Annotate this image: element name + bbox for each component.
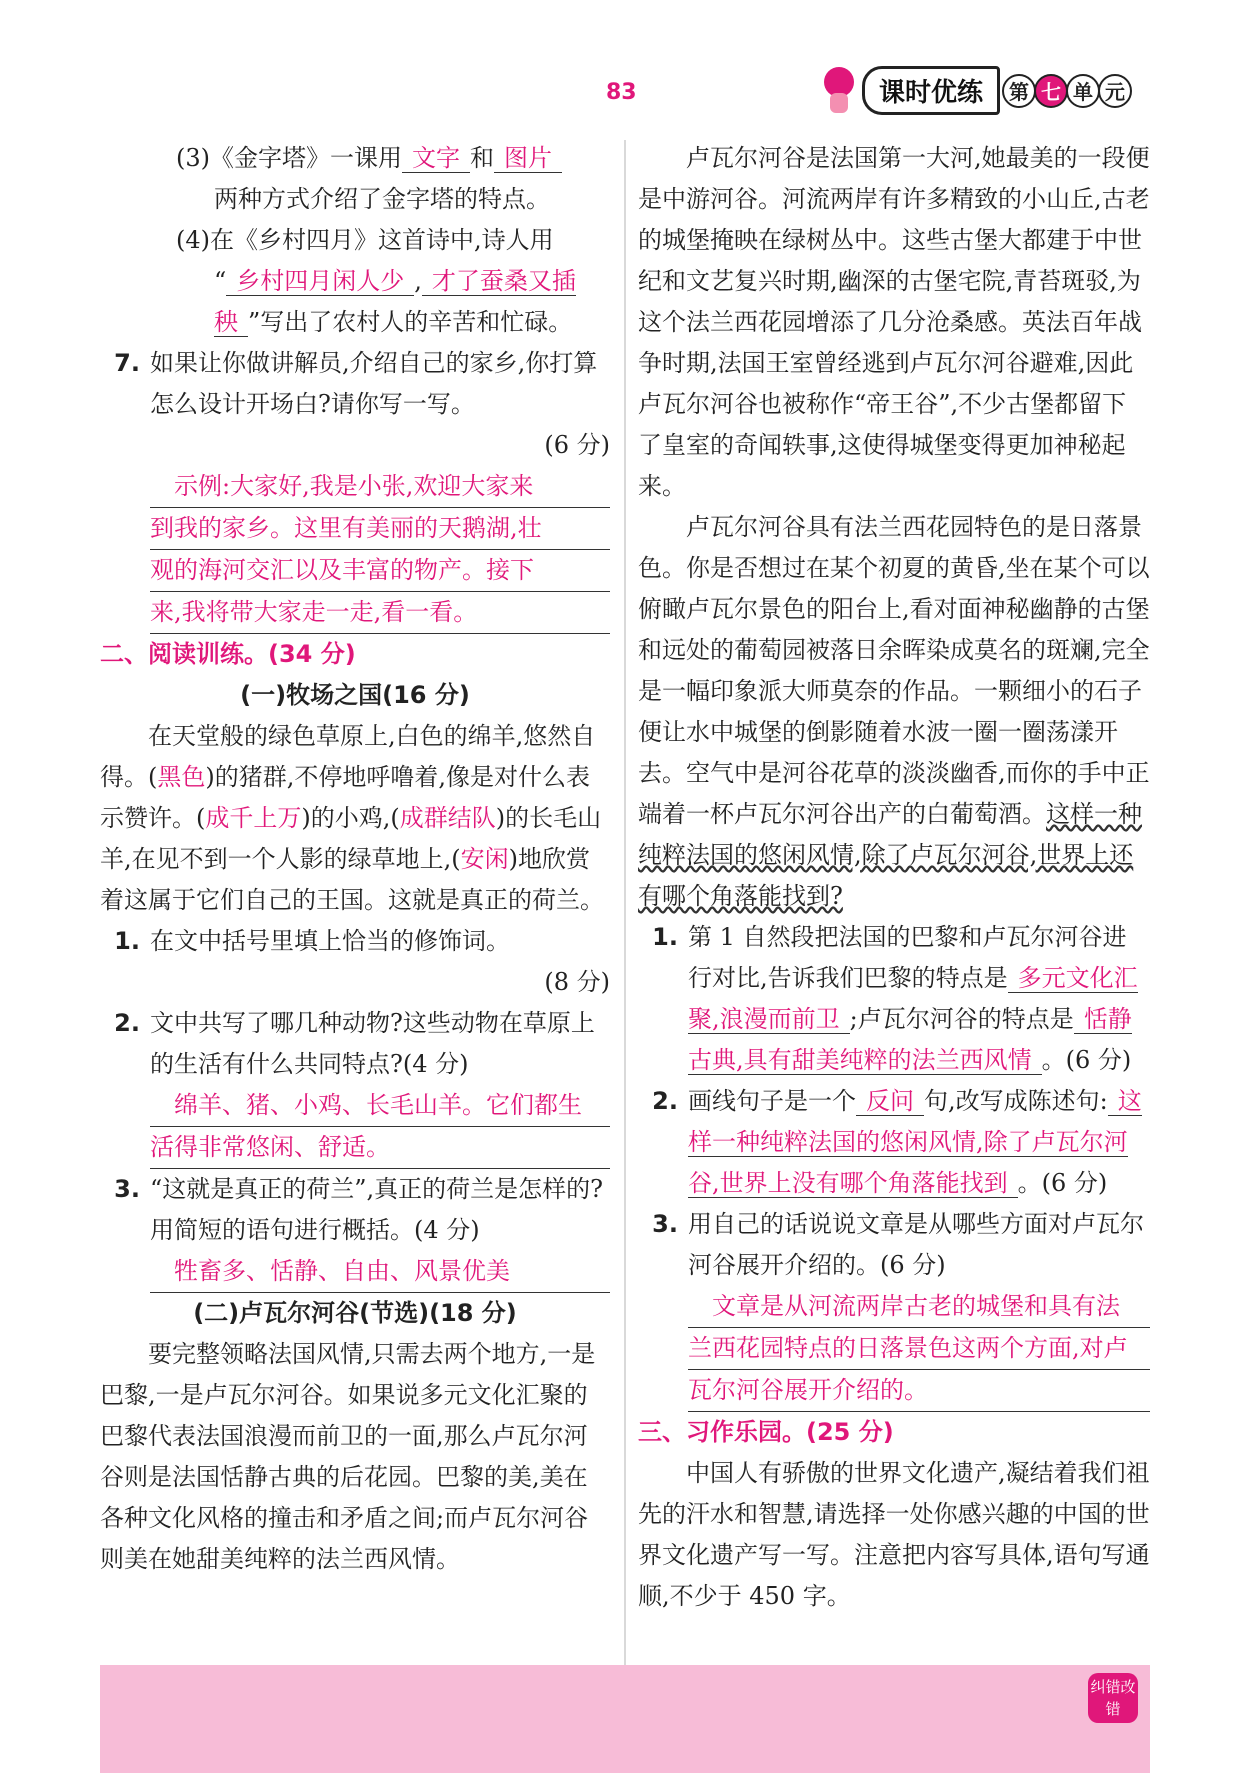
writing-area (100, 1665, 1150, 1773)
question-2: 2. 画线句子是一个 反问 句,改写成陈述句: 这样一种纯粹法国的悠闲风情,除了卢瓦尔河谷,世界上没有哪个角落能找到 。(6 分) (652, 1087, 1142, 1197)
right-column (638, 138, 1150, 1617)
answer-line: 牲畜多、恬静、自由、风景优美 (150, 1251, 610, 1293)
answer-line: 文章是从河流两岸古老的城堡和具有法 (688, 1286, 1150, 1328)
answer-line: 观的海河交汇以及丰富的物产。接下 (150, 550, 610, 592)
question-7: 7. 如果让你做讲解员,介绍自己的家乡,你打算怎么设计开场白?请你写一写。 (6 分) 示例:大家好,我是小张,欢迎大家来 到我的家乡。这里有美丽的天鹅湖,壮 观的海河交汇以及丰富的物产。接下 来,我将带大家走一走,看一看。 (100, 343, 610, 634)
correction-stamp-icon: 纠错改错 (1088, 1673, 1138, 1723)
page-number: 83 (606, 80, 637, 105)
answer-line: 瓦尔河谷展开介绍的。 (688, 1370, 1150, 1412)
answer-line: 绵羊、猪、小鸡、长毛山羊。它们都生 (150, 1085, 610, 1127)
reading-question-3: 3. “这就是真正的荷兰”,真正的荷兰是怎样的?用简短的语句进行概括。(4 分) 牲畜多、恬静、自由、风景优美 (100, 1169, 610, 1293)
column-divider (624, 140, 626, 1665)
answer-blank: 图片 (494, 144, 562, 173)
answer-line: 示例:大家好,我是小张,欢迎大家来 (150, 466, 610, 508)
unit-char: 七 (1034, 74, 1068, 108)
book-title: 课时优练 (862, 66, 1000, 115)
answer-blank: 乡村四月闲人少 (226, 267, 414, 296)
answer-blank: 这样一种纯粹法国的悠闲风情,除了卢瓦尔河谷,世界上没有哪个角落能找到 (688, 1087, 1142, 1197)
answer-blank: 反问 (856, 1087, 924, 1116)
section-heading: 二、阅读训练。(34 分) (100, 640, 356, 668)
answer-line: 到我的家乡。这里有美丽的天鹅湖,壮 (150, 508, 610, 550)
unit-char: 元 (1098, 74, 1132, 108)
mascot-icon (820, 67, 858, 115)
writing-prompt: 中国人有骄傲的世界文化遗产,凝结着我们祖先的汗水和智慧,请选择一处你感兴趣的中国的世界文化遗产写一写。注意把内容写具体,语句写通顺,不少于 450 字。 (638, 1459, 1150, 1610)
header-badge (820, 66, 1132, 115)
unit-label (1004, 74, 1132, 108)
unit-char: 单 (1066, 74, 1100, 108)
question-4: (4)在《乡村四月》这首诗中,诗人用 “ 乡村四月闲人少 , 才了蚕桑又插秧 ”写出了农村人的辛苦和忙碌。 (176, 226, 576, 336)
underlined-sentence: 这样一种纯粹法国的悠闲风情,除了卢瓦尔河谷,世界上还有哪个角落能找到? (638, 800, 1142, 910)
question-3: (3)《金字塔》一课用 文字 和 图片 两种方式介绍了金字塔的特点。 (100, 138, 610, 220)
answer-blank: 恬静古典,具有甜美纯粹的法兰西风情 (688, 1005, 1132, 1074)
question-1: 1. 第 1 自然段把法国的巴黎和卢瓦尔河谷进行对比,告诉我们巴黎的特点是 多元文化汇聚,浪漫而前卫 ;卢瓦尔河谷的特点是 恬静古典,具有甜美纯粹的法兰西风情 。(6 分) (652, 923, 1138, 1074)
passage-text: 卢瓦尔河谷是法国第一大河,她最美的一段便是中游河谷。河流两岸有许多精致的小山丘,古老的城堡掩映在绿树丛中。这些古堡大都建于中世纪和文艺复兴时期,幽深的古堡宅院,青苔斑驳,为这个法兰西花园增添了几分沧桑感。英法百年战争时期,法国王室曾经逃到卢瓦尔河谷避难,因此卢瓦尔河谷也被称作“帝王谷”,不少古堡都留下了皇室的奇闻轶事,这使得城堡变得更加神秘起来。 (638, 144, 1150, 500)
answer-line: 兰西花园特点的日落景色这两个方面,对卢 (688, 1328, 1150, 1370)
passage-text: 要完整领略法国风情,只需去两个地方,一是巴黎,一是卢瓦尔河谷。如果说多元文化汇聚的巴黎代表法国浪漫而前卫的一面,那么卢瓦尔河谷则是法国恬静古典的后花园。巴黎的美,美在各种文化风格的撞击和矛盾之间;而卢瓦尔河谷则美在她甜美纯粹的法兰西风情。 (100, 1340, 596, 1573)
answer-line: 来,我将带大家走一走,看一看。 (150, 592, 610, 634)
answer-blank: 文字 (402, 144, 470, 173)
section-heading: 三、习作乐园。(25 分) (638, 1418, 894, 1446)
passage-title: (一)牧场之国(16 分) (240, 681, 470, 709)
reading-question-1: 1. 在文中括号里填上恰当的修饰词。 (8 分) (114, 927, 610, 996)
question-3: 3. 用自己的话说说文章是从哪些方面对卢瓦尔河谷展开介绍的。(6 分) 文章是从河流两岸古老的城堡和具有法 兰西花园特点的日落景色这两个方面,对卢 瓦尔河谷展开介绍的。 (638, 1204, 1150, 1412)
left-column (100, 138, 610, 1580)
passage-text: 卢瓦尔河谷具有法兰西花园特色的是日落景色。你是否想过在某个初夏的黄昏,坐在某个可以俯瞰卢瓦尔景色的阳台上,看对面神秘幽静的古堡和远处的葡萄园被落日余晖染成莫名的斑斓,完全是一幅印象派大师莫奈的作品。一颗细小的石子便让水中城堡的倒影随着水波一圈一圈荡漾开去。空气中是河谷花草的淡淡幽香,而你的手中正端着一杯卢瓦尔河谷出产的白葡萄酒。这样一种纯粹法国的悠闲风情,除了卢瓦尔河谷,世界上还有哪个角落能找到? (638, 513, 1150, 910)
passage-text: 在天堂般的绿色草原上,白色的绵羊,悠然自得。(黑色)的猪群,不停地呼噜着,像是对什么表示赞许。(成千上万)的小鸡,(成群结队)的长毛山羊,在见不到一个人影的绿草地上,(安闲)地欣赏着这属于它们自己的王国。这就是真正的荷兰。 (100, 722, 604, 914)
answer-blank: 才了蚕桑又插秧 (214, 267, 576, 336)
reading-question-2: 2. 文中共写了哪几种动物?这些动物在草原上的生活有什么共同特点?(4 分) 绵羊、猪、小鸡、长毛山羊。它们都生 活得非常悠闲、舒适。 (100, 1003, 610, 1169)
unit-char: 第 (1002, 74, 1036, 108)
answer-line: 活得非常悠闲、舒适。 (150, 1127, 610, 1169)
passage-title: (二)卢瓦尔河谷(节选)(18 分) (193, 1299, 517, 1327)
answer-blank: 多元文化汇聚,浪漫而前卫 (688, 964, 1138, 1033)
